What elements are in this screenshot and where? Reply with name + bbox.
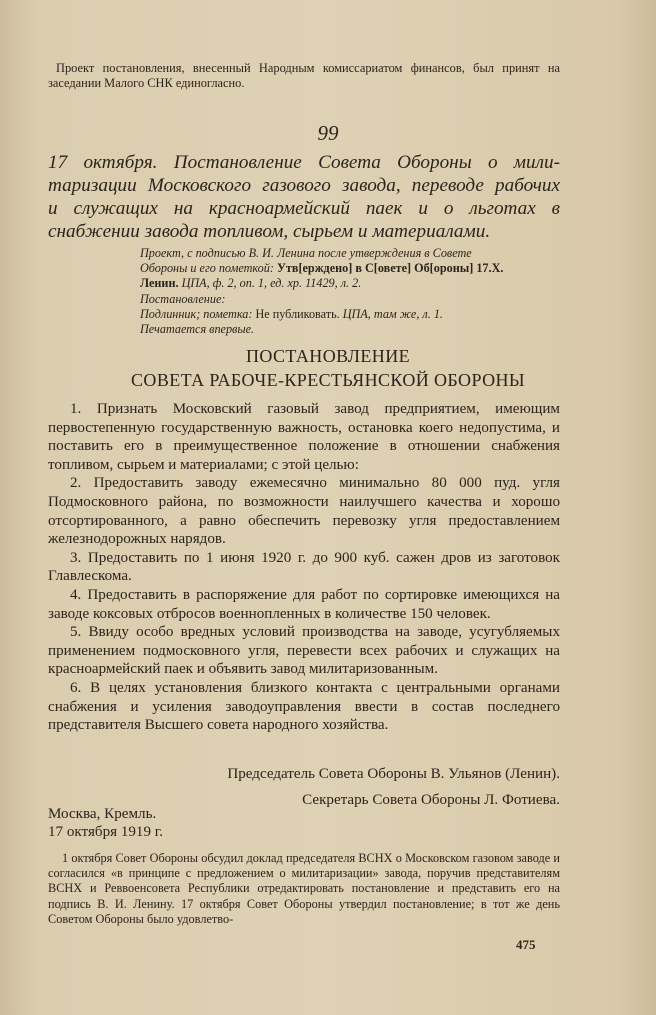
source-text: Подлинник; пометка: bbox=[140, 306, 256, 321]
resolution-item: 4. Предоставить в распоряжение для работ по сортировке имеющихся на заводе коксовых отбросов военнопленных в количестве 150 человек. bbox=[48, 586, 560, 622]
source-line: Проект, с подписью В. И. Ленина после утверждения в Совете bbox=[140, 246, 472, 260]
date: 17 октября 1919 г. bbox=[48, 824, 164, 840]
resolution-body bbox=[48, 400, 560, 735]
page-number: 475 bbox=[516, 937, 536, 952]
resolution-item: 5. Ввиду особо вредных условий производства на заводе, усугубляемых применением подмосковного угля, перевести всех рабочих и служащих на красноармейский паек и объявить завод милитаризованным. bbox=[48, 624, 560, 678]
signature-chairman: Председатель Совета Обороны В. Ульянов (Ленин). bbox=[227, 766, 560, 782]
source-mark: Утв[ерждено] в С[овете] Об[ороны] 17.X. bbox=[276, 261, 504, 276]
footnote bbox=[48, 851, 560, 927]
resolution-item: 2. Предоставить заводу ежемесячно минимально 80 000 пуд. угля Подмосковного района, по возможности наилучшего качества и хорошо отсортированного, а равно обеспечить перевозку угля предоставлением железнодорожных нарядов. bbox=[48, 475, 560, 548]
source-mark: Не публиковать. bbox=[255, 306, 340, 321]
place: Москва, Кремль. bbox=[48, 806, 157, 822]
title-line: снабжении завода топливом, сырьем и материалами. bbox=[48, 221, 491, 242]
source-line bbox=[140, 276, 560, 291]
document-number: 99 bbox=[317, 121, 339, 145]
signature-secretary: Секретарь Совета Обороны Л. Фотиева. bbox=[302, 792, 560, 808]
source-line: Постановление: bbox=[140, 291, 226, 306]
source-mark: Ленин. bbox=[140, 276, 179, 291]
title-line: 17 октября. Постановление Совета Обороны о мили- bbox=[48, 152, 560, 173]
resolution-item: 6. В целях установления близкого контакта с центральными органами снабжения и усиления заводоуправления ввести в состав последнего представителя Высшего совета народного хозяйства. bbox=[48, 679, 560, 734]
source-line: Печатается впервые. bbox=[140, 322, 255, 337]
source-text: Обороны и его пометкой: bbox=[140, 261, 277, 276]
source-text: ЦПА, ф. 2, оп. 1, ед. хр. 11429, л. 2. bbox=[178, 276, 362, 291]
resolution-item: 1. Признать Московский газовый завод предприятием, имеющим первостепенную государственную важность, остановка коего недопустима, и поставить его в преимущественное положение в отношении снабжения топливом, сырьем и материалами; с этой целью: bbox=[48, 401, 560, 473]
source-text: ЦПА, там же, л. 1. bbox=[339, 306, 443, 321]
source-line bbox=[140, 307, 560, 322]
intro-paragraph: Проект постановления, внесенный Народным комиссариатом финансов, был принят на заседании Малого СНК единогласно. bbox=[48, 61, 560, 90]
title-line: и служащих на красноармейский паек и о льготах в bbox=[48, 198, 560, 219]
heading-council: СОВЕТА РАБОЧЕ-КРЕСТЬЯНСКОЙ ОБОРОНЫ bbox=[131, 370, 525, 390]
source-line bbox=[140, 261, 560, 276]
source-note bbox=[140, 246, 560, 337]
document-title bbox=[48, 151, 560, 243]
footnote-text: 1 октября Совет Обороны обсудил доклад председателя ВСНХ о Московском газовом заводе и согласился «в принципе с предложением о милитаризации» завода, поручив представителям ВСНХ и Реввоенсовета Республики отредактировать постановление и представить его на подпись В. И. Ленину. 17 октября Совет Обороны утвердил постановление; в тот же день Советом Обороны было удовлетво- bbox=[48, 851, 560, 926]
heading-resolution: ПОСТАНОВЛЕНИЕ bbox=[245, 346, 411, 366]
resolution-item: 3. Предоставить по 1 июня 1920 г. до 900 куб. сажен дров из заготовок Главлескома. bbox=[48, 549, 560, 585]
title-line: таризации Московского газового завода, переводе рабочих bbox=[48, 175, 560, 196]
